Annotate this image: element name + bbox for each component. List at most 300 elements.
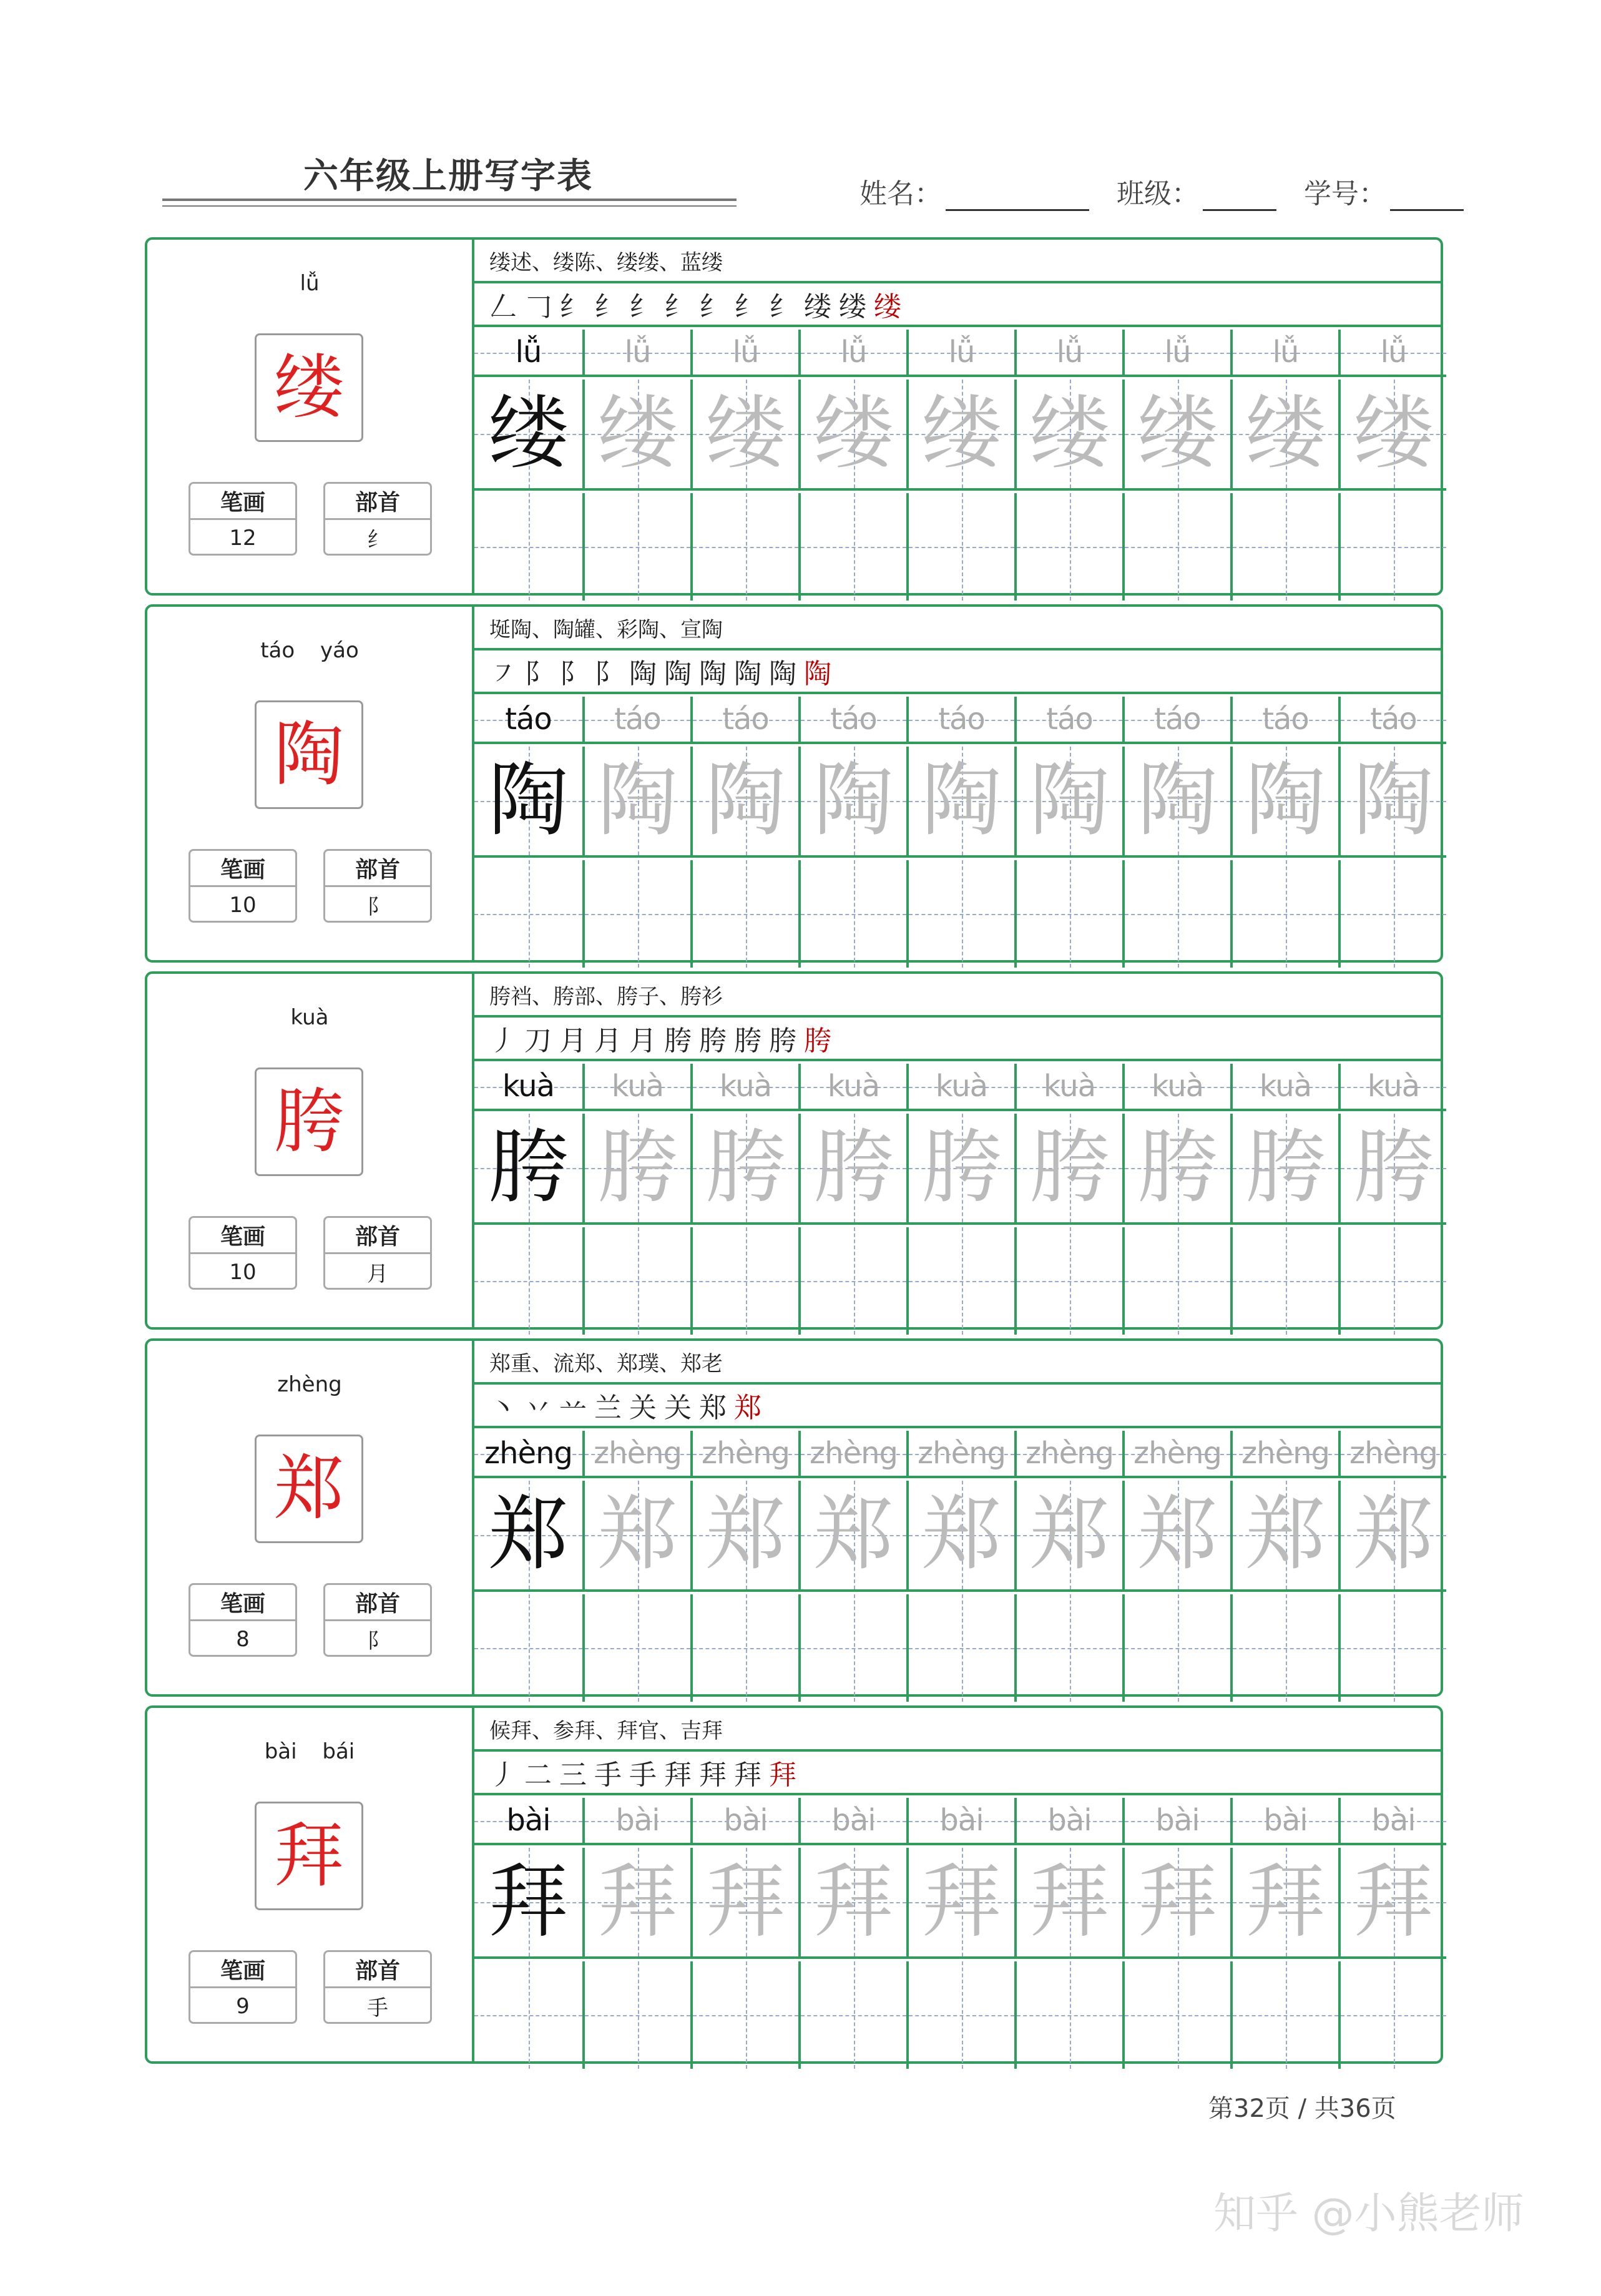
- char-practice-cell[interactable]: [690, 1114, 798, 1225]
- stroke-step: 胯: [699, 1025, 730, 1057]
- radical-label: 部首: [325, 851, 430, 887]
- pinyin-practice-cell[interactable]: [798, 697, 906, 744]
- char-practice-cell[interactable]: [798, 1481, 906, 1592]
- blank-practice-cell[interactable]: [690, 860, 798, 968]
- practice-pinyin: táo: [1262, 702, 1309, 737]
- practice-pinyin: táo: [505, 702, 552, 737]
- stroke-step: 胯: [769, 1025, 800, 1057]
- pinyin-practice-cell[interactable]: [1014, 1798, 1122, 1845]
- stroke-step: 陶: [629, 658, 660, 690]
- stroke-step: 郑: [734, 1392, 765, 1424]
- stroke-step: 纟: [559, 291, 590, 323]
- stroke-count-label: 笔画: [190, 1952, 295, 1988]
- char-practice-cell[interactable]: [582, 380, 690, 491]
- practice-char: 拜: [488, 1855, 569, 1948]
- char-practice-cell[interactable]: [798, 1114, 906, 1225]
- pinyin-practice-cell[interactable]: [906, 1431, 1014, 1478]
- guide-line: [1017, 1648, 1122, 1649]
- stroke-step: 二: [524, 1759, 556, 1791]
- pinyin-practice-cell[interactable]: [1014, 697, 1122, 744]
- char-practice-cell[interactable]: [474, 1848, 582, 1959]
- character-card: [145, 604, 1443, 963]
- stroke-step: 月: [629, 1025, 660, 1057]
- char-practice-cell[interactable]: [1122, 1114, 1230, 1225]
- pinyin-practice-cell[interactable]: [582, 1431, 690, 1478]
- char-practice-cell[interactable]: [1014, 1481, 1122, 1592]
- char-practice-cell[interactable]: [474, 1481, 582, 1592]
- guide-line: [474, 1648, 582, 1649]
- practice-char: 缕: [813, 387, 894, 480]
- char-practice-cell[interactable]: [1230, 747, 1338, 858]
- stroke-step: 月: [594, 1025, 625, 1057]
- practice-pinyin: lǚ: [515, 335, 542, 370]
- blank-practice-cell[interactable]: [690, 1594, 798, 1702]
- pinyin-practice-cell[interactable]: [798, 1431, 906, 1478]
- blank-practice-cell[interactable]: [690, 1227, 798, 1335]
- blank-practice-cell[interactable]: [1014, 860, 1122, 968]
- pinyin-practice-cell[interactable]: [1230, 330, 1338, 377]
- pinyin-practice-cell[interactable]: [1122, 1431, 1230, 1478]
- blank-practice-cell[interactable]: [1338, 860, 1446, 968]
- char-practice-cell[interactable]: [1122, 380, 1230, 491]
- blank-practice-cell[interactable]: [1014, 1961, 1122, 2069]
- char-practice-cell[interactable]: [690, 1481, 798, 1592]
- word-examples: 候拜、参拜、拜官、吉拜: [474, 1708, 1441, 1752]
- char-practice-cell[interactable]: [582, 1114, 690, 1225]
- char-practice-cell[interactable]: [1230, 1114, 1338, 1225]
- char-practice-cell[interactable]: [474, 1114, 582, 1225]
- pinyin-practice-cell[interactable]: [582, 330, 690, 377]
- stroke-count-box: [188, 1216, 297, 1290]
- char-practice-cell[interactable]: [1230, 1848, 1338, 1959]
- practice-pinyin: táo: [722, 702, 769, 737]
- blank-practice-cell[interactable]: [1122, 1594, 1230, 1702]
- practice-char: 陶: [488, 754, 569, 847]
- blank-practice-cell[interactable]: [1338, 1227, 1446, 1335]
- pinyin-practice-cell[interactable]: [1230, 1798, 1338, 1845]
- guide-line: [909, 1281, 1014, 1282]
- pinyin-practice-cell[interactable]: [690, 697, 798, 744]
- pinyin-practice-cell[interactable]: [1338, 330, 1446, 377]
- char-practice-cell[interactable]: [798, 1848, 906, 1959]
- practice-pinyin: lǚ: [1272, 335, 1299, 370]
- char-practice-cell[interactable]: [690, 380, 798, 491]
- blank-practice-cell[interactable]: [906, 860, 1014, 968]
- char-practice-cell[interactable]: [906, 1848, 1014, 1959]
- practice-pinyin: zhèng: [1025, 1436, 1114, 1471]
- blank-practice-cell[interactable]: [582, 1227, 690, 1335]
- guide-line: [1233, 914, 1338, 915]
- blank-practice-cell[interactable]: [582, 1961, 690, 2069]
- blank-practice-cell[interactable]: [798, 1594, 906, 1702]
- practice-char: 郑: [813, 1488, 894, 1581]
- blank-practice-cell[interactable]: [474, 1961, 582, 2069]
- practice-char: 郑: [705, 1488, 786, 1581]
- blank-practice-cell[interactable]: [1014, 493, 1122, 601]
- blank-practice-cell[interactable]: [1122, 860, 1230, 968]
- char-pinyin: lǚ: [300, 271, 320, 296]
- name-blank[interactable]: [946, 184, 1089, 211]
- guide-line: [693, 914, 798, 915]
- pinyin-practice-cell[interactable]: [906, 330, 1014, 377]
- title-underline: [162, 199, 737, 201]
- pinyin-practice-cell[interactable]: [1122, 1798, 1230, 1845]
- class-label: 班级：: [1117, 178, 1199, 210]
- char-display-box: [255, 1802, 363, 1910]
- pinyin-practice-cell[interactable]: [1014, 1064, 1122, 1111]
- stroke-step: 纟: [629, 291, 660, 323]
- char-practice-cell[interactable]: [1122, 1481, 1230, 1592]
- practice-panel: [474, 1708, 1441, 2061]
- page-header: [162, 149, 1448, 217]
- practice-char: 郑: [597, 1488, 678, 1581]
- stroke-step: 拜: [734, 1759, 765, 1791]
- char-practice-cell[interactable]: [906, 747, 1014, 858]
- char-practice-cell[interactable]: [1014, 380, 1122, 491]
- pinyin-practice-cell[interactable]: [798, 330, 906, 377]
- stroke-step: 纟: [769, 291, 800, 323]
- stroke-step: 胯: [804, 1025, 835, 1057]
- practice-pinyin: táo: [1046, 702, 1093, 737]
- stroke-order-row: [474, 1018, 1441, 1061]
- blank-practice-cell[interactable]: [798, 1961, 906, 2069]
- blank-practice-cell[interactable]: [798, 1227, 906, 1335]
- blank-practice-cell[interactable]: [1338, 1594, 1446, 1702]
- class-field[interactable]: [1117, 171, 1276, 211]
- practice-pinyin: lǚ: [840, 335, 867, 370]
- char-practice-cell[interactable]: [1230, 380, 1338, 491]
- char-pinyin: bài bái: [264, 1739, 355, 1764]
- stroke-step: 𠃋: [489, 291, 521, 323]
- pinyin-practice-cell[interactable]: [582, 697, 690, 744]
- pinyin-practice-cell[interactable]: [1122, 697, 1230, 744]
- guide-line: [693, 2015, 798, 2016]
- page-number: 第32页 / 共36页: [1208, 2094, 1396, 2123]
- guide-line: [801, 2015, 906, 2016]
- stroke-step: 丷: [524, 1392, 556, 1424]
- pinyin-practice-cell[interactable]: [474, 330, 582, 377]
- pinyin-practice-cell[interactable]: [690, 1798, 798, 1845]
- practice-pinyin: zhèng: [1133, 1436, 1222, 1471]
- blank-practice-cell[interactable]: [798, 493, 906, 601]
- pinyin-practice-cell[interactable]: [474, 1431, 582, 1478]
- pinyin-practice-cell[interactable]: [1230, 1064, 1338, 1111]
- pinyin-practice-cell[interactable]: [690, 1431, 798, 1478]
- practice-pinyin: zhèng: [917, 1436, 1006, 1471]
- blank-practice-cell[interactable]: [1230, 1594, 1338, 1702]
- blank-practice-cell[interactable]: [1338, 1961, 1446, 2069]
- blank-practice-cell[interactable]: [1014, 1594, 1122, 1702]
- char-practice-cell[interactable]: [1338, 1848, 1446, 1959]
- guide-line: [909, 547, 1014, 548]
- guide-line: [693, 1648, 798, 1649]
- guide-line: [1233, 1648, 1338, 1649]
- char-display-box: [255, 1435, 363, 1543]
- pinyin-practice-cell[interactable]: [906, 697, 1014, 744]
- char-info-panel: [147, 974, 474, 1327]
- practice-char: 郑: [1353, 1488, 1434, 1581]
- guide-line: [909, 1648, 1014, 1649]
- stroke-step: 月: [559, 1025, 590, 1057]
- guide-line: [693, 547, 798, 548]
- char-practice-cell[interactable]: [690, 747, 798, 858]
- blank-practice-cell[interactable]: [906, 493, 1014, 601]
- practice-pinyin: táo: [830, 702, 877, 737]
- blank-practice-cell[interactable]: [582, 860, 690, 968]
- blank-practice-cell[interactable]: [474, 1227, 582, 1335]
- blank-practice-cell[interactable]: [906, 1227, 1014, 1335]
- blank-practice-cell[interactable]: [690, 493, 798, 601]
- radical-box: [323, 849, 432, 923]
- guide-line: [1125, 547, 1230, 548]
- blank-practice-cell[interactable]: [582, 1594, 690, 1702]
- practice-char: 胯: [813, 1121, 894, 1214]
- radical-value: 手: [367, 1996, 388, 2021]
- char-practice-cell[interactable]: [906, 1114, 1014, 1225]
- radical-label: 部首: [325, 1218, 430, 1254]
- blank-practice-cell[interactable]: [1230, 860, 1338, 968]
- practice-panel: [474, 974, 1441, 1327]
- char-practice-cell[interactable]: [582, 747, 690, 858]
- guide-line: [1341, 1648, 1446, 1649]
- practice-char: 陶: [1029, 754, 1110, 847]
- char-practice-cell[interactable]: [1014, 1848, 1122, 1959]
- practice-char: 胯: [1137, 1121, 1218, 1214]
- word-examples: 缕述、缕陈、缕缕、蓝缕: [474, 240, 1441, 283]
- radical-value: 阝: [367, 1629, 388, 1654]
- id-label: 学号：: [1304, 178, 1386, 210]
- pinyin-practice-cell[interactable]: [690, 1064, 798, 1111]
- pinyin-practice-cell[interactable]: [1230, 697, 1338, 744]
- guide-line: [1125, 1648, 1230, 1649]
- stroke-step: 郑: [699, 1392, 730, 1424]
- char-display: 陶: [274, 714, 344, 795]
- practice-pinyin: zhèng: [593, 1436, 682, 1471]
- guide-line: [1341, 547, 1446, 548]
- blank-practice-cell[interactable]: [690, 1961, 798, 2069]
- stroke-step: 缕: [804, 291, 835, 323]
- pinyin-practice-cell[interactable]: [1122, 1064, 1230, 1111]
- guide-line: [585, 914, 690, 915]
- stroke-count-label: 笔画: [190, 1585, 295, 1621]
- guide-line: [585, 1281, 690, 1282]
- practice-pinyin: kuà: [827, 1069, 880, 1104]
- blank-practice-cell[interactable]: [1230, 493, 1338, 601]
- char-practice-cell[interactable]: [906, 380, 1014, 491]
- practice-pinyin: kuà: [1259, 1069, 1312, 1104]
- stroke-count-label: 笔画: [190, 484, 295, 520]
- radical-label: 部首: [325, 1585, 430, 1621]
- guide-line: [1017, 2015, 1122, 2016]
- pinyin-practice-cell[interactable]: [582, 1798, 690, 1845]
- guide-line: [801, 547, 906, 548]
- practice-char: 胯: [921, 1121, 1002, 1214]
- blank-practice-cell[interactable]: [474, 1594, 582, 1702]
- practice-pinyin: kuà: [935, 1069, 988, 1104]
- practice-char: 缕: [705, 387, 786, 480]
- stroke-count-label: 笔画: [190, 851, 295, 887]
- radical-box: [323, 482, 432, 556]
- pinyin-practice-cell[interactable]: [798, 1064, 906, 1111]
- guide-line: [1233, 2015, 1338, 2016]
- stroke-step: ㇇: [489, 658, 521, 690]
- stroke-count-value: 10: [229, 1259, 257, 1285]
- guide-line: [909, 2015, 1014, 2016]
- practice-pinyin: kuà: [502, 1069, 555, 1104]
- guide-line: [585, 547, 690, 548]
- pinyin-practice-cell[interactable]: [1338, 1064, 1446, 1111]
- stroke-step: 䒑: [559, 1392, 590, 1424]
- practice-pinyin: lǚ: [732, 335, 759, 370]
- char-practice-cell[interactable]: [582, 1481, 690, 1592]
- char-practice-cell[interactable]: [1230, 1481, 1338, 1592]
- practice-char: 胯: [1353, 1121, 1434, 1214]
- char-info-panel: [147, 240, 474, 593]
- blank-practice-cell[interactable]: [798, 860, 906, 968]
- guide-line: [474, 1281, 582, 1282]
- word-examples: 郑重、流郑、郑璞、郑老: [474, 1341, 1441, 1385]
- practice-pinyin: kuà: [719, 1069, 772, 1104]
- practice-pinyin: zhèng: [701, 1436, 790, 1471]
- radical-label: 部首: [325, 484, 430, 520]
- practice-char: 缕: [1137, 387, 1218, 480]
- char-practice-cell[interactable]: [798, 380, 906, 491]
- stroke-count-value: 12: [229, 525, 257, 551]
- blank-practice-cell[interactable]: [1122, 1227, 1230, 1335]
- char-practice-cell[interactable]: [906, 1481, 1014, 1592]
- practice-char: 郑: [488, 1488, 569, 1581]
- pinyin-practice-cell[interactable]: [798, 1798, 906, 1845]
- stroke-step: 纟: [664, 291, 695, 323]
- practice-char: 拜: [921, 1855, 1002, 1948]
- guide-line: [1125, 2015, 1230, 2016]
- pinyin-practice-cell[interactable]: [1230, 1431, 1338, 1478]
- char-practice-cell[interactable]: [798, 747, 906, 858]
- stroke-count-value: 9: [236, 1993, 250, 2019]
- practice-pinyin: lǚ: [624, 335, 651, 370]
- stroke-step: 陶: [699, 658, 730, 690]
- char-display: 拜: [274, 1815, 344, 1896]
- practice-pinyin: bài: [1047, 1803, 1092, 1838]
- char-practice-cell[interactable]: [582, 1848, 690, 1959]
- pinyin-practice-cell[interactable]: [1122, 330, 1230, 377]
- char-practice-cell[interactable]: [690, 1848, 798, 1959]
- pinyin-practice-cell[interactable]: [690, 330, 798, 377]
- char-practice-cell[interactable]: [474, 747, 582, 858]
- char-practice-cell[interactable]: [1338, 747, 1446, 858]
- char-display: 郑: [274, 1448, 344, 1529]
- char-practice-cell[interactable]: [1014, 747, 1122, 858]
- char-practice-cell[interactable]: [474, 380, 582, 491]
- char-info-panel: [147, 1341, 474, 1694]
- practice-char: 陶: [597, 754, 678, 847]
- practice-pinyin: bài: [831, 1803, 876, 1838]
- stroke-order-row: [474, 650, 1441, 694]
- pinyin-practice-cell[interactable]: [1338, 697, 1446, 744]
- char-practice-cell[interactable]: [1122, 1848, 1230, 1959]
- pinyin-practice-cell[interactable]: [1014, 1431, 1122, 1478]
- guide-line: [585, 1648, 690, 1649]
- name-field[interactable]: [859, 171, 1089, 211]
- char-practice-cell[interactable]: [1338, 1481, 1446, 1592]
- stroke-step: 拜: [699, 1759, 730, 1791]
- guide-line: [801, 914, 906, 915]
- id-field[interactable]: [1304, 171, 1464, 211]
- blank-practice-cell[interactable]: [906, 1961, 1014, 2069]
- pinyin-practice-cell[interactable]: [906, 1064, 1014, 1111]
- stroke-step: 阝: [594, 658, 625, 690]
- blank-practice-cell[interactable]: [1230, 1961, 1338, 2069]
- watermark: 知乎 @小熊老师: [1213, 2189, 1524, 2239]
- pinyin-practice-cell[interactable]: [474, 1798, 582, 1845]
- pinyin-practice-cell[interactable]: [1338, 1431, 1446, 1478]
- radical-box: [323, 1583, 432, 1657]
- stroke-step: 手: [594, 1759, 625, 1791]
- practice-pinyin: táo: [1154, 702, 1201, 737]
- guide-line: [474, 547, 582, 548]
- practice-pinyin: lǚ: [1056, 335, 1083, 370]
- char-practice-cell[interactable]: [1338, 380, 1446, 491]
- guide-line: [1341, 2015, 1446, 2016]
- stroke-step: 缕: [874, 291, 905, 323]
- blank-practice-cell[interactable]: [474, 860, 582, 968]
- guide-line: [909, 914, 1014, 915]
- pinyin-practice-cell[interactable]: [906, 1798, 1014, 1845]
- blank-practice-cell[interactable]: [1338, 493, 1446, 601]
- blank-practice-cell[interactable]: [582, 493, 690, 601]
- practice-pinyin: bài: [1371, 1803, 1416, 1838]
- practice-grid: [474, 697, 1441, 960]
- practice-pinyin: kuà: [1151, 1069, 1204, 1104]
- char-practice-cell[interactable]: [1122, 747, 1230, 858]
- guide-line: [1341, 914, 1446, 915]
- char-practice-cell[interactable]: [1014, 1114, 1122, 1225]
- stroke-step: 兰: [594, 1392, 625, 1424]
- practice-char: 胯: [597, 1121, 678, 1214]
- practice-char: 陶: [1245, 754, 1326, 847]
- practice-pinyin: táo: [614, 702, 661, 737]
- pinyin-practice-cell[interactable]: [474, 697, 582, 744]
- stroke-count-label: 笔画: [190, 1218, 295, 1254]
- pinyin-practice-cell[interactable]: [582, 1064, 690, 1111]
- pinyin-practice-cell[interactable]: [474, 1064, 582, 1111]
- class-blank[interactable]: [1203, 184, 1276, 211]
- practice-grid: [474, 1064, 1441, 1327]
- practice-pinyin: zhèng: [809, 1436, 898, 1471]
- practice-pinyin: kuà: [1043, 1069, 1096, 1104]
- title-underline-2: [162, 205, 737, 207]
- blank-practice-cell[interactable]: [906, 1594, 1014, 1702]
- practice-char: 拜: [597, 1855, 678, 1948]
- practice-pinyin: lǚ: [1164, 335, 1191, 370]
- blank-practice-cell[interactable]: [1230, 1227, 1338, 1335]
- blank-practice-cell[interactable]: [1122, 1961, 1230, 2069]
- stroke-count-box: [188, 849, 297, 923]
- stroke-step: 陶: [769, 658, 800, 690]
- pinyin-practice-cell[interactable]: [1338, 1798, 1446, 1845]
- id-blank[interactable]: [1390, 184, 1464, 211]
- char-info-panel: [147, 1708, 474, 2061]
- blank-practice-cell[interactable]: [1122, 493, 1230, 601]
- guide-line: [1233, 1281, 1338, 1282]
- stroke-step: 胯: [664, 1025, 695, 1057]
- blank-practice-cell[interactable]: [474, 493, 582, 601]
- pinyin-practice-cell[interactable]: [1014, 330, 1122, 377]
- character-card: [145, 1338, 1443, 1697]
- char-practice-cell[interactable]: [1338, 1114, 1446, 1225]
- blank-practice-cell[interactable]: [1014, 1227, 1122, 1335]
- stroke-step: 阝: [524, 658, 556, 690]
